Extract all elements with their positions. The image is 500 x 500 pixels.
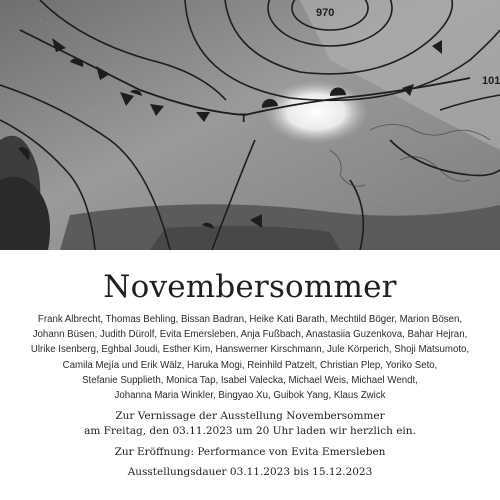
- opening-performance: [20, 445, 480, 460]
- vernissage-invitation: [20, 409, 480, 439]
- vernissage-line: Zur Vernissage der Ausstellung Novembersommer: [115, 410, 385, 422]
- artist-list: [30, 312, 470, 403]
- exhibition-duration: [20, 465, 480, 480]
- front-label-t: T: [240, 111, 248, 125]
- pressure-label-970: 970: [316, 7, 335, 19]
- pressure-label-101: 101: [482, 75, 500, 87]
- exhibition-duration-text: Ausstellungsdauer 03.11.2023 bis 15.12.2023: [127, 466, 373, 478]
- artist-list-line: Camila Mejía und Erik Wälz, Haruka Mogi, Reinhild Patzelt, Christian Plep, Yoriko Seto,: [62, 359, 438, 371]
- vernissage-line: am Freitag, den 03.11.2023 um 20 Uhr laden wir herzlich ein.: [84, 425, 416, 437]
- exhibition-title: Novembersommer: [103, 269, 397, 305]
- light-reflection: [264, 80, 368, 144]
- artist-list-line: Johanna Maria Winkler, Bingyao Xu, Guibok Yang, Klaus Zwick: [114, 390, 386, 402]
- artist-list-line: Ulrike Isenberg, Eghbal Joudi, Esther Kim, Hanswerner Kirschmann, Jule Körperich, Shoji Matsumoto,: [30, 344, 470, 356]
- opening-performance-text: Zur Eröffnung: Performance von Evita Emersleben: [114, 446, 386, 458]
- artist-list-line: Stefanie Supplieth, Monica Tap, Isabel Valecka, Michael Weis, Michael Wendt,: [82, 374, 418, 386]
- artist-list-line: Johann Büsen, Judith Dürolf, Evita Emersleben, Anja Fußbach, Anastasiia Guzenkova, Bahar Hejran,: [32, 329, 468, 341]
- artist-list-line: Frank Albrecht, Thomas Behling, Bissan Badran, Heike Kati Barath, Mechtild Böger, Marion Bösen,: [37, 314, 463, 325]
